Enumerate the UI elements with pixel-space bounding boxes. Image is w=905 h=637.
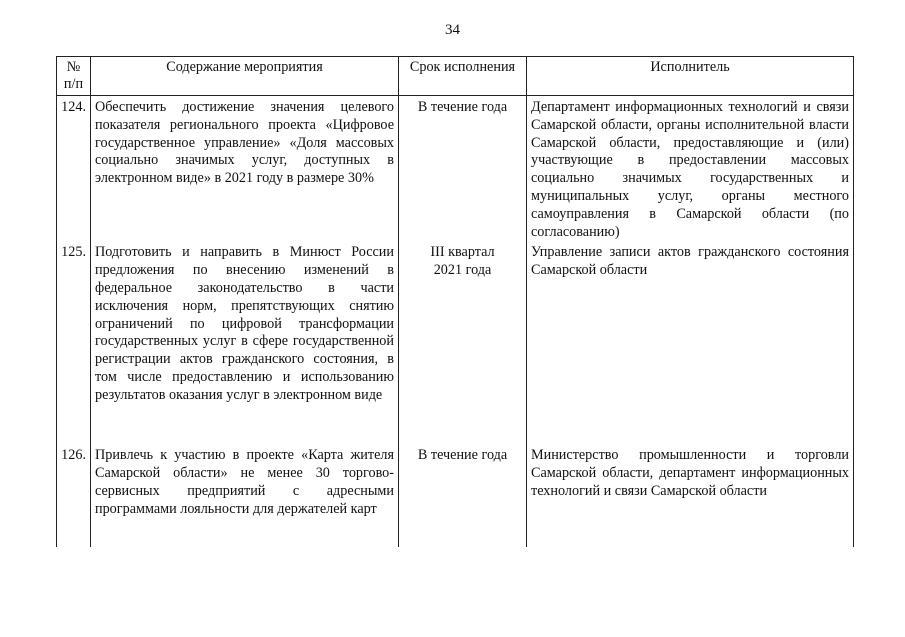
row-period [399, 444, 527, 547]
row-activity: Привлечь к участию в проекте «Карта жителя Самарской области» не менее 30 торгово-сервисных предприятий с адресными программами лояльности для держателей карт [91, 444, 399, 547]
row-activity: Подготовить и направить в Минюст России предложения по внесению изменений в федеральное законодательство в части исключения норм, препятствующих снятию ограничений по цифровой трансформации государственных услуг в сфере государственной регистрации актов гражданского состояния, в том числе предоставлению и использованию результатов оказания услуг в электронном виде [91, 241, 399, 444]
page-number: 34 [445, 22, 460, 38]
table-row [57, 96, 854, 242]
row-period-line: В течение года [417, 447, 508, 464]
row-period-line: III квартал [430, 244, 495, 261]
table-header-row [57, 57, 854, 96]
row-number: 124. [57, 96, 91, 242]
row-period [399, 241, 527, 444]
row-number: 126. [57, 444, 91, 547]
row-period-line: 2021 года [433, 262, 492, 279]
header-activity: Содержание мероприятия [91, 57, 399, 96]
row-number: 125. [57, 241, 91, 444]
row-executor: Управление записи актов гражданского состояния Самарской области [527, 241, 854, 444]
table-row [57, 241, 854, 444]
row-period [399, 96, 527, 242]
header-executor: Исполнитель [527, 57, 854, 96]
row-period-line: В течение года [417, 99, 508, 115]
row-executor: Департамент информационных технологий и связи Самарской области, органы исполнительной власти Самарской области, предоставляющие и (или) участвующие в предоставлении массовых социально значимых государственных и муниципальных услуг, органы местного самоуправления в Самарской области (по согласованию) [527, 96, 854, 242]
table-row [57, 444, 854, 547]
header-period: Срок исполнения [399, 57, 527, 96]
header-number: № п/п [57, 57, 91, 96]
row-activity: Обеспечить достижение значения целевого показателя регионального проекта «Цифровое государственное управление» «Доля массовых социально значимых услуг, доступных в электронном виде» в 2021 году в размере 30% [91, 96, 399, 242]
row-executor: Министерство промышленности и торговли Самарской области, департамент информационных технологий и связи Самарской области [527, 444, 854, 547]
activities-table [56, 56, 854, 547]
